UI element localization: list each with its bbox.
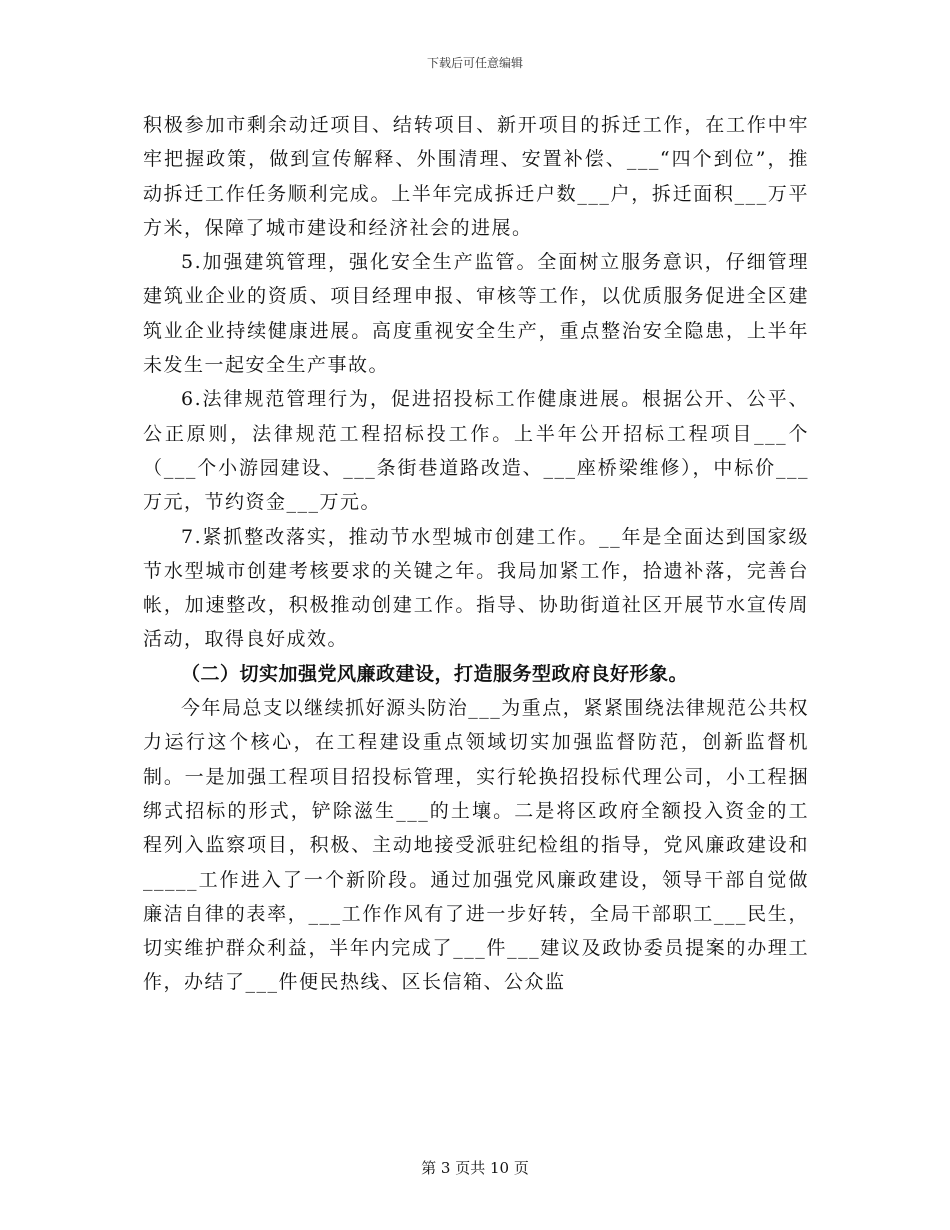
page-number-footer: 第 3 页共 10 页: [421, 1159, 529, 1177]
paragraph-item-5-construction-management: 5.加强建筑管理，强化安全生产监管。全面树立服务意识，仔细管理建筑业企业的资质、项目经理申报、审核等工作，以优质服务促进全区建筑业企业持续健康进展。高度重视安全生产，重点整治安全隐患，上半年未发生一起安全生产事故。: [143, 251, 809, 377]
paragraph-item-7-water-saving: 7.紧抓整改落实，推动节水型城市创建工作。__年是全面达到国家级节水型城市创建考核要求的关键之年。我局加紧工作，拾遗补落，完善台帐，加速整改，积极推动创建工作。指导、协助街道社区开展节水宣传周活动，取得良好成效。: [143, 525, 809, 651]
document-body: [143, 108, 809, 1000]
section-heading-2: （二）切实加强党风廉政建设，打造服务型政府良好形象。: [181, 662, 689, 685]
paragraph-item-6-bidding: 6.法律规范管理行为，促进招投标工作健康进展。根据公开、公平、公正原则，法律规范工程招标投工作。上半年公开招标工程项目___个（___个小游园建设、___条街巷道路改造、___座桥梁维修），中标价___万元，节约资金___万元。: [143, 388, 809, 514]
page-header-note: 下载后可任意编辑: [426, 56, 523, 70]
paragraph-anti-corruption: 今年局总支以继续抓好源头防治___为重点，紧紧围绕法律规范公共权力运行这个核心，在工程建设重点领域切实加强监督防范，创新监督机制。一是加强工程项目招投标管理，实行轮换招投标代理公司，小工程捆绑式招标的形式，铲除滋生___的土壤。二是将区政府全额投入资金的工程列入监察项目，积极、主动地接受派驻纪检组的指导，党风廉政建设和_____工作进入了一个新阶段。通过加强党风廉政建设，领导干部自觉做廉洁自律的表率，___工作作风有了进一步好转，全局干部职工___民生，切实维护群众利益，半年内完成了___件___建议及政协委员提案的办理工作，办结了___件便民热线、区长信箱、公众监: [143, 697, 809, 994]
paragraph-relocation-continued: 积极参加市剩余动迁项目、结转项目、新开项目的拆迁工作，在工作中牢牢把握政策，做到宣传解释、外围清理、安置补偿、___“四个到位”，推动拆迁工作任务顺利完成。上半年完成拆迁户数___户，拆迁面积___万平方米，保障了城市建设和经济社会的进展。: [143, 114, 809, 239]
